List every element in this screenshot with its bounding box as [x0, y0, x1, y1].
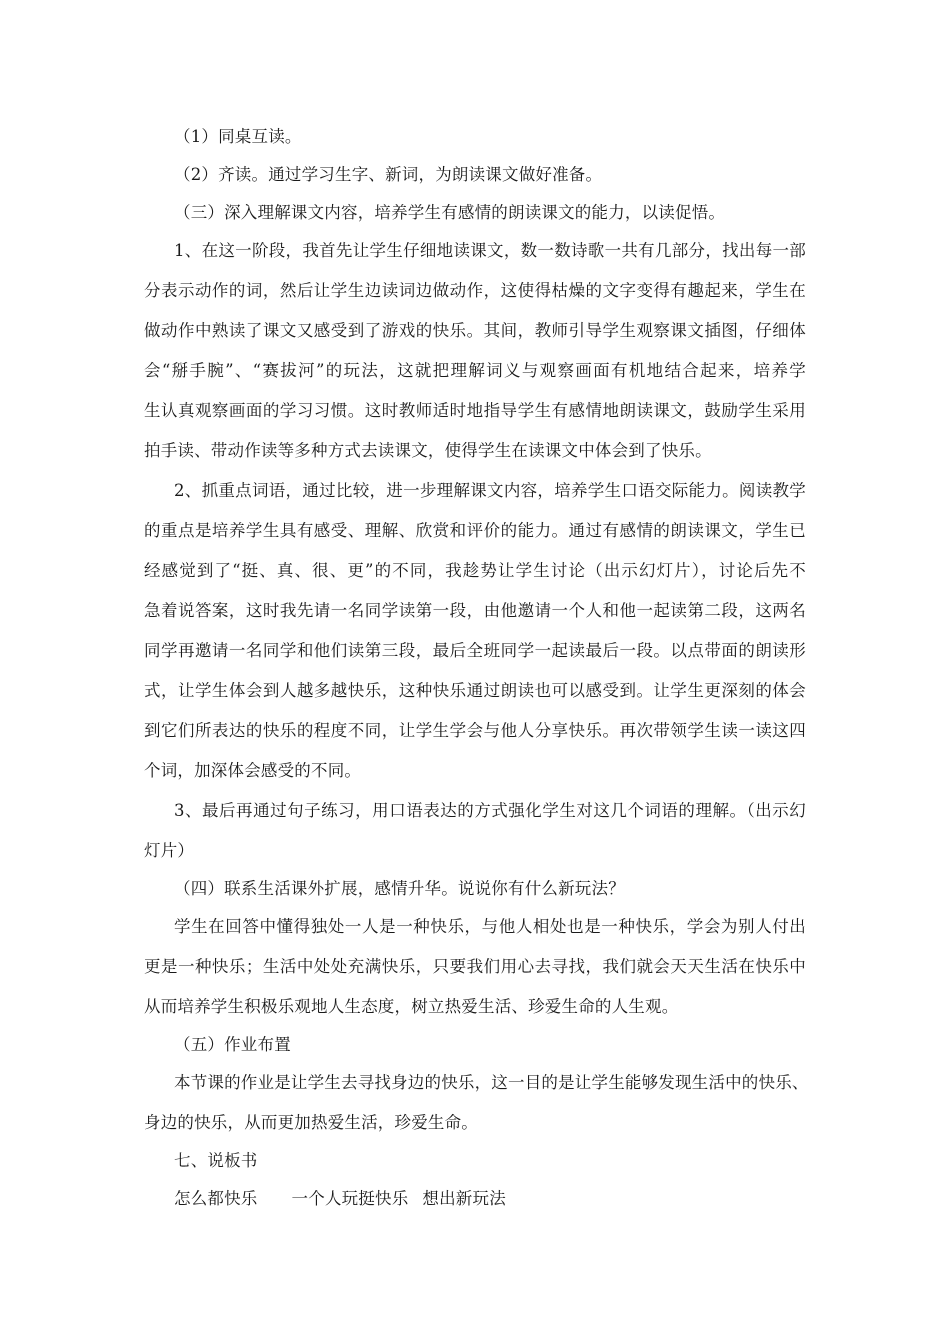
board-title: 怎么都快乐: [174, 1189, 258, 1208]
board-writing: [174, 1188, 506, 1210]
paragraph-line: 2、抓重点词语，通过比较，进一步理解课文内容，培养学生口语交际能力。阅读教学: [174, 481, 806, 500]
paragraph-line: 拍手读、带动作读等多种方式去读课文，使得学生在读课文中体会到了快乐。: [144, 441, 712, 460]
paragraph-line: （1）同桌互读。: [174, 127, 302, 146]
paragraph-line: 做动作中熟读了课文又感受到了游戏的快乐。其间，教师引导学生观察课文插图，仔细体: [144, 321, 806, 340]
paragraph-line: 从而培养学生积极乐观地人生态度，树立热爱生活、珍爱生命的人生观。: [144, 997, 679, 1016]
section-heading: （四）联系生活课外扩展，感情升华。说说你有什么新玩法？: [174, 879, 625, 898]
paragraph-line: 式，让学生体会到人越多越快乐，这种快乐通过朗读也可以感受到。让学生更深刻的体会: [144, 681, 806, 700]
paragraph-line: 更是一种快乐；生活中处处充满快乐，只要我们用心去寻找，我们就会天天生活在快乐中: [144, 957, 806, 976]
section-heading: （五）作业布置: [174, 1035, 291, 1054]
paragraph-line: 本节课的作业是让学生去寻找身边的快乐，这一目的是让学生能够发现生活中的快乐、: [174, 1073, 809, 1092]
paragraph-line: 急着说答案，这时我先请一名同学读第一段，由他邀请一个人和他一起读第二段，这两名: [144, 601, 806, 620]
paragraph-line: 身边的快乐，从而更加热爱生活，珍爱生命。: [144, 1113, 478, 1132]
paragraph-line: 学生在回答中懂得独处一人是一种快乐，与他人相处也是一种快乐，学会为别人付出: [174, 917, 806, 936]
paragraph-line: 的重点是培养学生具有感受、理解、欣赏和评价的能力。通过有感情的朗读课文，学生已: [144, 521, 806, 540]
paragraph-line: 灯片）: [144, 841, 195, 860]
board-item: 一个人玩挺快乐: [291, 1189, 409, 1208]
paragraph-line: 个词，加深体会感受的不同。: [144, 761, 362, 780]
paragraph-line: 生认真观察画面的学习习惯。这时教师适时地指导学生有感情地朗读课文，鼓励学生采用: [144, 401, 806, 420]
board-item: 想出新玩法: [422, 1189, 506, 1208]
paragraph-line: 分表示动作的词，然后让学生边读词边做动作，这使得枯燥的文字变得有趣起来，学生在: [144, 281, 806, 300]
section-heading: （三）深入理解课文内容，培养学生有感情的朗读课文的能力，以读促悟。: [174, 203, 726, 222]
paragraph-line: 3、最后再通过句子练习，用口语表达的方式强化学生对这几个词语的理解。（出示幻: [174, 801, 806, 820]
paragraph-line: （2）齐读。通过学习生字、新词，为朗读课文做好准备。: [174, 165, 603, 184]
paragraph-line: 会“掰手腕”、“赛拔河”的玩法，这就把理解词义与观察画面有机地结合起来，培养学: [144, 361, 806, 380]
section-heading: 七、说板书: [174, 1151, 258, 1170]
paragraph-line: 经感觉到了“挺、真、很、更”的不同，我趁势让学生讨论（出示幻灯片），讨论后先不: [144, 561, 806, 580]
paragraph-line: 1、在这一阶段，我首先让学生仔细地读课文，数一数诗歌一共有几部分，找出每一部: [174, 241, 806, 260]
paragraph-line: 到它们所表达的快乐的程度不同，让学生学会与他人分享快乐。再次带领学生读一读这四: [144, 721, 806, 740]
paragraph-line: 同学再邀请一名同学和他们读第三段，最后全班同学一起读最后一段。以点带面的朗读形: [144, 641, 806, 660]
